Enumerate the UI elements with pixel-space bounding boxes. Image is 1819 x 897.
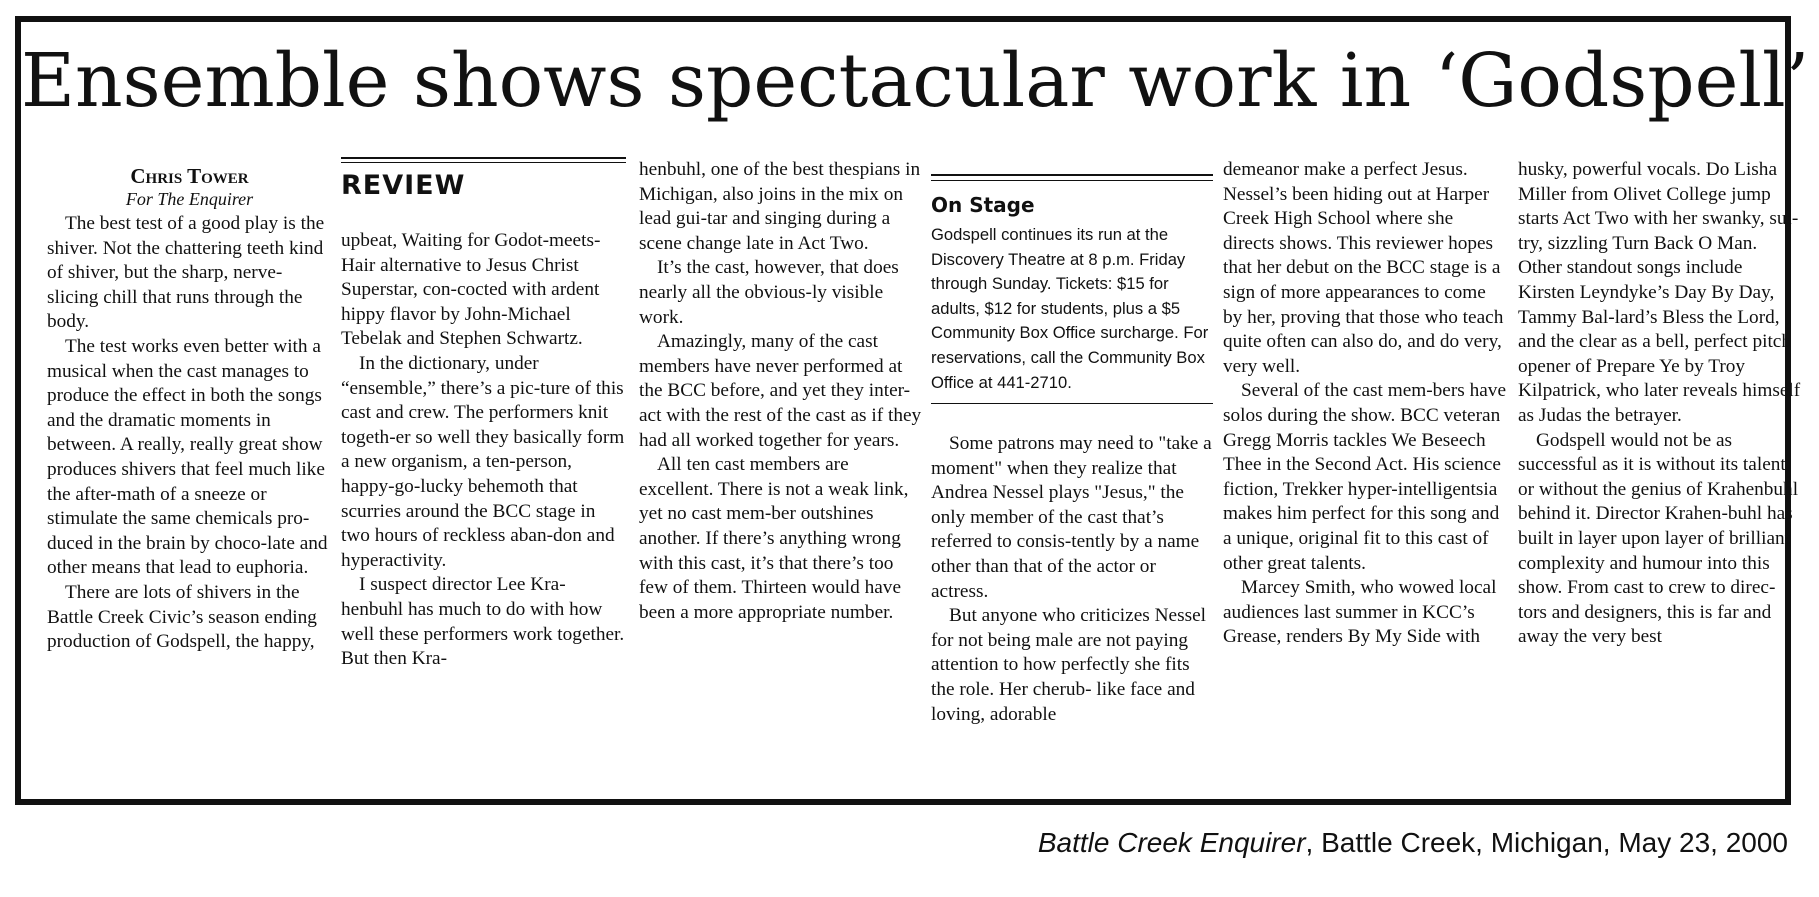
paragraph: There are lots of shivers in the Battle Creek Civic’s season ending production of Godspell, the happy, bbox=[47, 581, 317, 653]
on-stage-title: On Stage bbox=[931, 193, 1035, 217]
paragraph: The test works even better with a musical when the cast manages to produce the effect in both the songs and the dramatic moments in between. A really, really great show produces shivers that feel much like the after-math of a sneeze or stimulate the same chemicals pro-duced in the brain by choco-late and other means that lead to euphoria. bbox=[47, 335, 328, 579]
source-caption bbox=[0, 826, 1788, 860]
paragraph: It’s the cast, however, that does nearly all the obvious-ly visible work. bbox=[639, 257, 899, 328]
byline-name: Chris Tower bbox=[130, 164, 249, 188]
paragraph: henbuhl, one of the best thespians in Michigan, also joins in the mix on lead gui-tar and singing during a scene change late in Act Two. bbox=[639, 159, 921, 254]
paragraph: upbeat, Waiting for Godot-meets-Hair alternative to Jesus Christ Superstar, con-cocted with ardent hippy flavor by John-Michael Tebelak and Stephen Schwartz. bbox=[341, 230, 601, 350]
paragraph: demeanor make a perfect Jesus. Nessel’s been hiding out at Harper Creek High School where she directs shows. This reviewer hopes that her debut on the BCC stage is a sign of more appearances to come by her, proving that those who teach quite often can also do, and do very, very well. bbox=[1223, 159, 1504, 377]
paragraph: Godspell would not be as successful as it is without its talent or without the genius of Krahenbuhl behind it. Director Krahen-buhl has built in layer upon layer of brilliant complexity and humour into this show. From cast to crew to direc-tors and designers, this is far and away the very best bbox=[1518, 429, 1799, 648]
paragraph: I suspect director Lee Kra-henbuhl has much to do with how well these performers work together. But then Kra- bbox=[341, 574, 625, 670]
on-stage-box bbox=[931, 174, 1213, 404]
column-5 bbox=[1223, 158, 1508, 650]
paragraph: Some patrons may need to "take a moment" when they realize that Andrea Nessel plays "Jesus," the only member of the cast that’s referred to consis-tently by a name other than that of the actor or actress. bbox=[931, 433, 1212, 602]
paragraph: But anyone who criticizes Nessel for not being male are not paying attention to how perfectly she fits the role. Her cherub- like face and loving, adorable bbox=[931, 605, 1207, 725]
paragraph: In the dictionary, under “ensemble,” there’s a pic-ture of this cast and crew. The performers knit togeth-er so well they basically form a new organism, a ten-person, happy-go-lucky behemoth that scurries around the BCC stage in two hours of reckless aban-don and hyperactivity. bbox=[341, 352, 625, 571]
on-stage-text: Godspell continues its run at the Discovery Theatre at 8 p.m. Friday through Sunday. Tickets: $15 for adults, $12 for students, plus a $5 Community Box Office surcharge. For reservations, call the Community Box Office at 441-2710. bbox=[931, 223, 1213, 404]
paragraph: husky, powerful vocals. Do Lisha Miller from Olivet College jump starts Act Two with her swanky, sul-try, sizzling Turn Back O Man. Other standout songs include Kirsten Leyndyke’s Day By Day, Tammy Bal-lard’s Bless the Lord, and the clear as a bell, perfect pitch opener of Prepare Ye by Troy Kilpatrick, who later reveals himself as Judas the betrayer. bbox=[1518, 159, 1801, 426]
column-3 bbox=[639, 158, 924, 625]
divider bbox=[341, 157, 626, 163]
byline-affiliation: For The Enquirer bbox=[125, 189, 254, 209]
column-2 bbox=[341, 157, 626, 672]
paragraph: Marcey Smith, who wowed local audiences last summer in KCC’s Grease, renders By My Side with bbox=[1223, 577, 1497, 648]
paragraph: Amazingly, many of the cast members have never performed at the BCC before, and yet they inter-act with the rest of the cast as if they had all worked together for years. bbox=[639, 331, 922, 451]
review-label: REVIEW bbox=[341, 170, 466, 201]
headline: Ensemble shows spectacular work in ‘Godspell’ bbox=[21, 38, 1810, 124]
column-4 bbox=[931, 432, 1216, 727]
paragraph: The best test of a good play is the shiver. Not the chattering teeth kind of shiver, but the sharp, nerve-slicing chill that runs through the body. bbox=[47, 213, 325, 333]
column-1 bbox=[47, 164, 332, 655]
caption-publication: Battle Creek Enquirer bbox=[1037, 827, 1306, 858]
paragraph: Several of the cast mem-bers have solos during the show. BCC veteran Gregg Morris tackles We Beseech Thee in the Second Act. His science fiction, Trekker hyper-intelligentsia makes him perfect for this song and a unique, original fit to this cast of other great talents. bbox=[1223, 380, 1507, 574]
article-clipping bbox=[15, 16, 1810, 805]
paragraph: All ten cast members are excellent. There is not a weak link, yet no cast mem-ber outshines another. If there’s anything wrong with this cast, it’s that there’s too few of them. Thirteen would have been a more appropriate number. bbox=[639, 454, 909, 623]
column-6 bbox=[1518, 158, 1803, 650]
caption-details: , Battle Creek, Michigan, May 23, 2000 bbox=[1305, 827, 1788, 858]
